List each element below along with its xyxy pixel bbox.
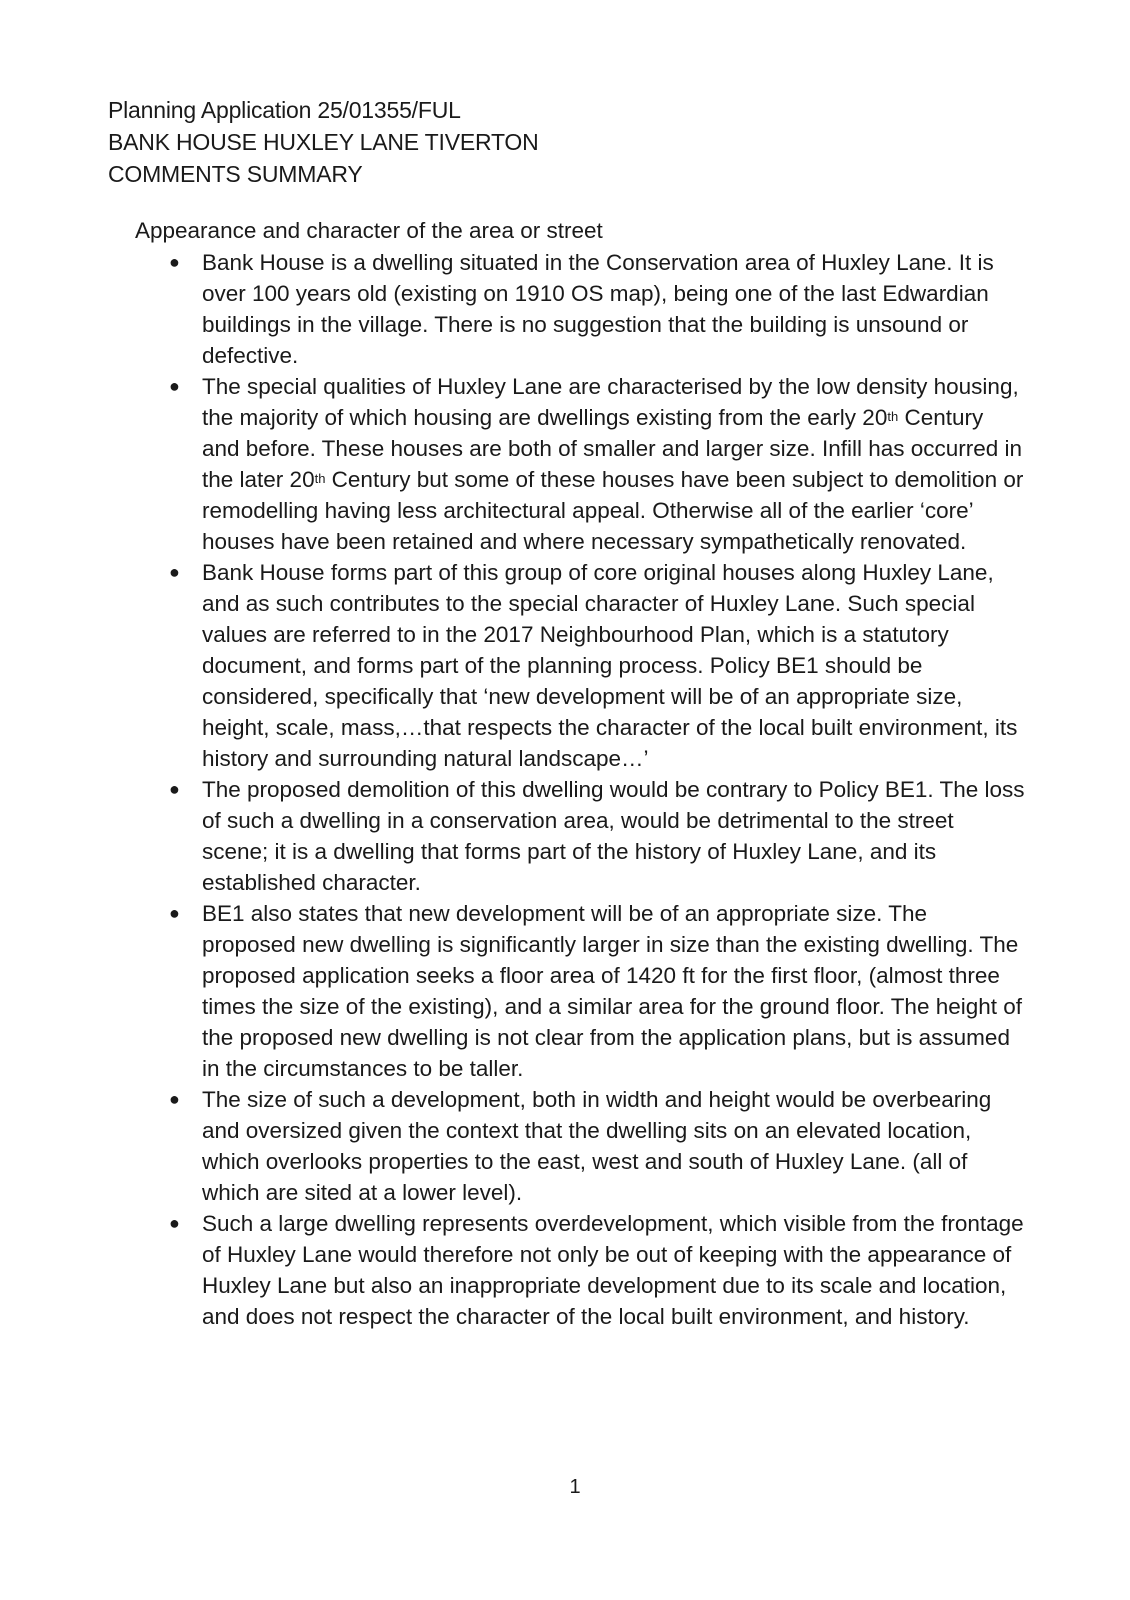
text-segment: The special qualities of Huxley Lane are characterised by the low density housing, the majority of which housing are dwellings existing from the early 20: [202, 374, 1019, 430]
bullet-icon: ●: [169, 376, 180, 396]
bullet-icon: ●: [169, 779, 180, 799]
list-item: [166, 774, 1026, 898]
property-address: BANK HOUSE HUXLEY LANE TIVERTON: [108, 129, 539, 155]
section-heading: Appearance and character of the area or street: [135, 218, 603, 243]
list-item-text: Such a large dwelling represents overdevelopment, which visible from the frontage of Huxley Lane would therefore not only be out of keeping with the appearance of Huxley Lane but also an inappropriate development due to its scale and location, and does not respect the character of the local built environment, and history.: [202, 1211, 1024, 1329]
application-reference: Planning Application 25/01355/FUL: [108, 97, 461, 123]
bullet-icon: ●: [169, 1089, 180, 1109]
list-item: [166, 1084, 1026, 1208]
list-item-text: Bank House is a dwelling situated in the Conservation area of Huxley Lane. It is over 100 years old (existing on 1910 OS map), being one of the last Edwardian buildings in the village. There is no suggestion that the building is unsound or defective.: [202, 250, 994, 368]
list-item: [166, 371, 1026, 557]
bullet-icon: ●: [169, 562, 180, 582]
list-item: [166, 557, 1026, 774]
bullet-icon: ●: [169, 1213, 180, 1233]
superscript: th: [887, 409, 899, 424]
superscript: th: [314, 471, 326, 486]
text-segment: Century but some of these houses have been subject to demolition or remodelling having less architectural appeal. Otherwise all of the earlier ‘core’ houses have been retained and where necessary sympathetically renovated.: [202, 467, 1024, 554]
list-item-text: BE1 also states that new development will be of an appropriate size. The proposed new dwelling is significantly larger in size than the existing dwelling. The proposed application seeks a floor area of 1420 ft for the first floor, (almost three times the size of the existing), and a similar area for the ground floor. The height of the proposed new dwelling is not clear from the application plans, but is assumed in the circumstances to be taller.: [202, 901, 1023, 1081]
list-item-text: The size of such a development, both in width and height would be overbearing and oversized given the context that the dwelling sits on an elevated location, which overlooks properties to the east, west and south of Huxley Lane. (all of which are sited at a lower level).: [202, 1087, 992, 1205]
document-title: COMMENTS SUMMARY: [108, 161, 363, 187]
list-item: [166, 1208, 1026, 1332]
list-item: [166, 898, 1026, 1084]
list-item: [166, 247, 1026, 371]
comments-list: [166, 247, 1026, 1332]
bullet-icon: ●: [169, 252, 180, 272]
document-header: [108, 94, 539, 190]
list-item-text: Bank House forms part of this group of core original houses along Huxley Lane, and as such contributes to the special character of Huxley Lane. Such special values are referred to in the 2017 Neighbourhood Plan, which is a statutory document, and forms part of the planning process. Policy BE1 should be considered, specifically that ‘new development will be of an appropriate size, height, scale, mass,…that respects the character of the local built environment, its history and surrounding natural landscape…’: [202, 560, 1018, 771]
page-number: 1: [569, 1476, 581, 1498]
list-item-text: [202, 371, 1026, 557]
text-segment: Century and before. These houses are both of smaller and larger size. Infill has occurred in the later 20: [202, 405, 1023, 492]
list-item-text: The proposed demolition of this dwelling would be contrary to Policy BE1. The loss of such a dwelling in a conservation area, would be detrimental to the street scene; it is a dwelling that forms part of the history of Huxley Lane, and its established character.: [202, 777, 1025, 895]
bullet-icon: ●: [169, 903, 180, 923]
